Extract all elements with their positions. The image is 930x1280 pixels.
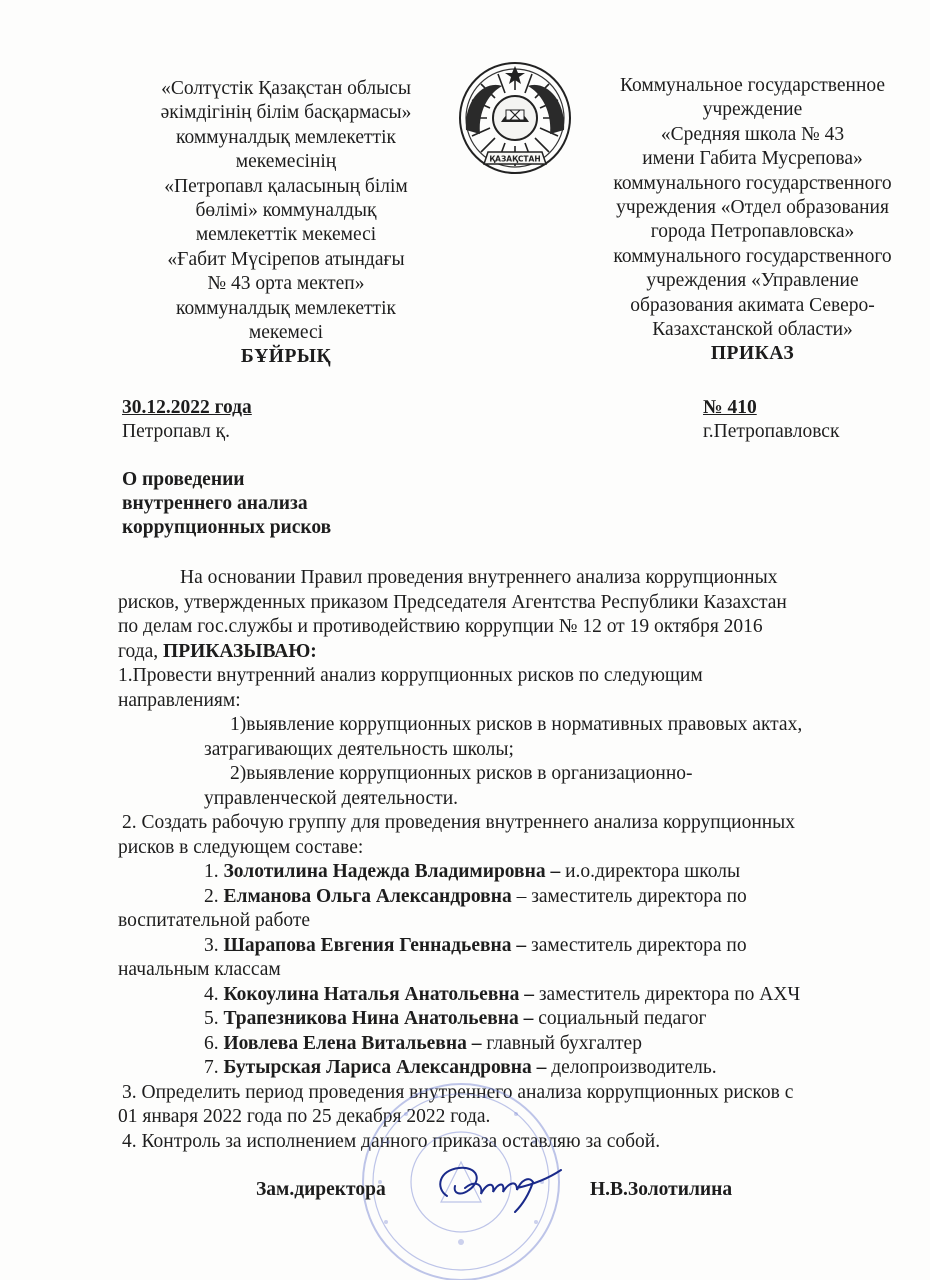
body-line	[118, 640, 878, 665]
member-role: делопроизводитель.	[546, 1057, 717, 1078]
item-1-cont: направлениям:	[118, 689, 241, 711]
subitem-2: 2)выявление коррупционных рисков в организационно-	[230, 763, 693, 784]
member-role: заместитель директора по	[526, 934, 747, 956]
emblem-inscription: ҚАЗАҚСТАН	[489, 154, 541, 164]
order-date: 30.12.2022 года	[122, 397, 252, 418]
order-subject	[122, 468, 331, 540]
member-role: – заместитель директора по	[511, 885, 747, 907]
member-row	[118, 860, 878, 885]
member-row	[118, 1007, 878, 1032]
header-line: коммуналдық мемлекеттік	[176, 126, 396, 148]
header-line: имени Габита Мусрепова»	[642, 148, 863, 170]
header-line: города Петропавловска»	[650, 221, 855, 243]
header-line: бөлімі» коммуналдық	[195, 200, 377, 222]
city-kz: Петропавл қ.	[122, 421, 230, 442]
document-title-kz: БҰЙРЫҚ	[240, 346, 332, 368]
kazakhstan-emblem-icon	[454, 60, 576, 178]
member-name: Шарапова Евгения Геннадьевна –	[223, 934, 527, 956]
city-ru: г.Петропавловск	[703, 421, 840, 442]
member-role: заместитель директора по АХЧ	[533, 983, 801, 1005]
header-line: «Солтүстік Қазақстан облысы	[161, 78, 411, 99]
signer-name: Н.В.Золотилина	[590, 1179, 733, 1200]
member-name: Кокоулина Наталья Анатольевна –	[223, 983, 534, 1005]
header-line: мемлекеттік мекемесі	[195, 224, 377, 246]
header-line: коммунального государственного	[613, 245, 892, 267]
member-number: 3.	[204, 934, 224, 956]
member-role-cont: начальным классам	[118, 959, 281, 980]
subitem-1-cont: затрагивающих деятельность школы;	[204, 738, 514, 760]
subitem-2-cont: управленческой деятельности.	[204, 787, 459, 809]
header-line: Казахстанской области»	[652, 319, 853, 341]
handwritten-signature-icon	[425, 1158, 565, 1222]
order-directive: ПРИКАЗЫВАЮ:	[163, 640, 317, 662]
header-left-kz	[112, 77, 460, 370]
header-line: учреждение	[702, 99, 803, 121]
member-role: главный бухгалтер	[481, 1032, 642, 1054]
member-name: Золотилина Надежда Владимировна –	[223, 861, 561, 882]
item-3-cont: 01 января 2022 года по 25 декабря 2022 года.	[118, 1106, 491, 1127]
header-line: «Ғабит Мүсірепов атындағы	[167, 248, 405, 270]
header-line: Коммунальное государственное	[619, 75, 886, 96]
header-line: образования акимата Северо-	[630, 294, 875, 316]
member-number: 4.	[204, 983, 224, 1005]
signer-position: Зам.директора	[256, 1179, 386, 1200]
order-number: № 410	[703, 397, 757, 418]
member-name: Елманова Ольга Александровна	[223, 885, 512, 907]
member-name: Бутырская Лариса Александровна –	[223, 1057, 547, 1078]
order-body	[118, 566, 878, 1154]
header-line: коммунального государственного	[613, 172, 892, 194]
header-line: коммуналдық мемлекеттік	[176, 297, 396, 319]
member-role-cont: воспитательной работе	[118, 910, 311, 931]
member-role: социальный педагог	[533, 1008, 707, 1029]
member-number: 6.	[204, 1032, 224, 1054]
member-row	[118, 885, 878, 910]
header-line: учреждения «Управление	[646, 270, 859, 292]
header-line: «Средняя школа № 43	[660, 123, 845, 145]
header-line: «Петропавл қаласының білім	[164, 175, 408, 197]
member-name: Трапезникова Нина Анатольевна –	[223, 1008, 534, 1029]
member-number: 5.	[204, 1008, 224, 1029]
member-number: 1.	[204, 861, 224, 882]
header-right-ru	[590, 74, 915, 367]
member-role: и.о.директора школы	[560, 861, 741, 882]
item-2-cont: рисков в следующем составе:	[118, 836, 364, 858]
document-title-ru: ПРИКАЗ	[710, 343, 795, 365]
subject-line: О проведении	[122, 469, 245, 490]
member-row	[118, 1032, 878, 1057]
header-line: учреждения «Отдел образования	[616, 197, 889, 219]
body-line: по делам гос.службы и противодействию коррупции № 12 от 19 октября 2016	[118, 616, 763, 637]
member-row	[118, 934, 878, 959]
subject-line: коррупционных рисков	[122, 517, 332, 538]
item-3: 3. Определить период проведения внутреннего анализа коррупционных рисков с	[122, 1081, 794, 1103]
item-1: 1.Провести внутренний анализ коррупционных рисков по следующим	[118, 665, 703, 686]
member-number: 7.	[204, 1057, 224, 1078]
header-line: мекемесінің	[235, 151, 337, 173]
subitem-1: 1)выявление коррупционных рисков в нормативных правовых актах,	[230, 714, 803, 735]
member-row	[118, 983, 878, 1008]
header-line: мекемесі	[248, 322, 324, 344]
item-2: 2. Создать рабочую группу для проведения внутреннего анализа коррупционных	[122, 812, 796, 833]
header-line: № 43 орта мектеп»	[207, 273, 365, 295]
header-line: әкімдігінің білім басқармасы»	[160, 102, 412, 124]
body-line: На основании Правил проведения внутреннего анализа коррупционных	[180, 567, 778, 588]
member-number: 2.	[204, 885, 224, 907]
member-name: Иовлева Елена Витальевна –	[223, 1032, 482, 1054]
subject-line: внутреннего анализа	[122, 493, 308, 514]
body-line: рисков, утвержденных приказом Председателя Агентства Республики Казахстан	[118, 591, 787, 613]
item-4: 4. Контроль за исполнением данного приказа оставляю за собой.	[122, 1130, 661, 1152]
body-text: года,	[118, 640, 164, 662]
